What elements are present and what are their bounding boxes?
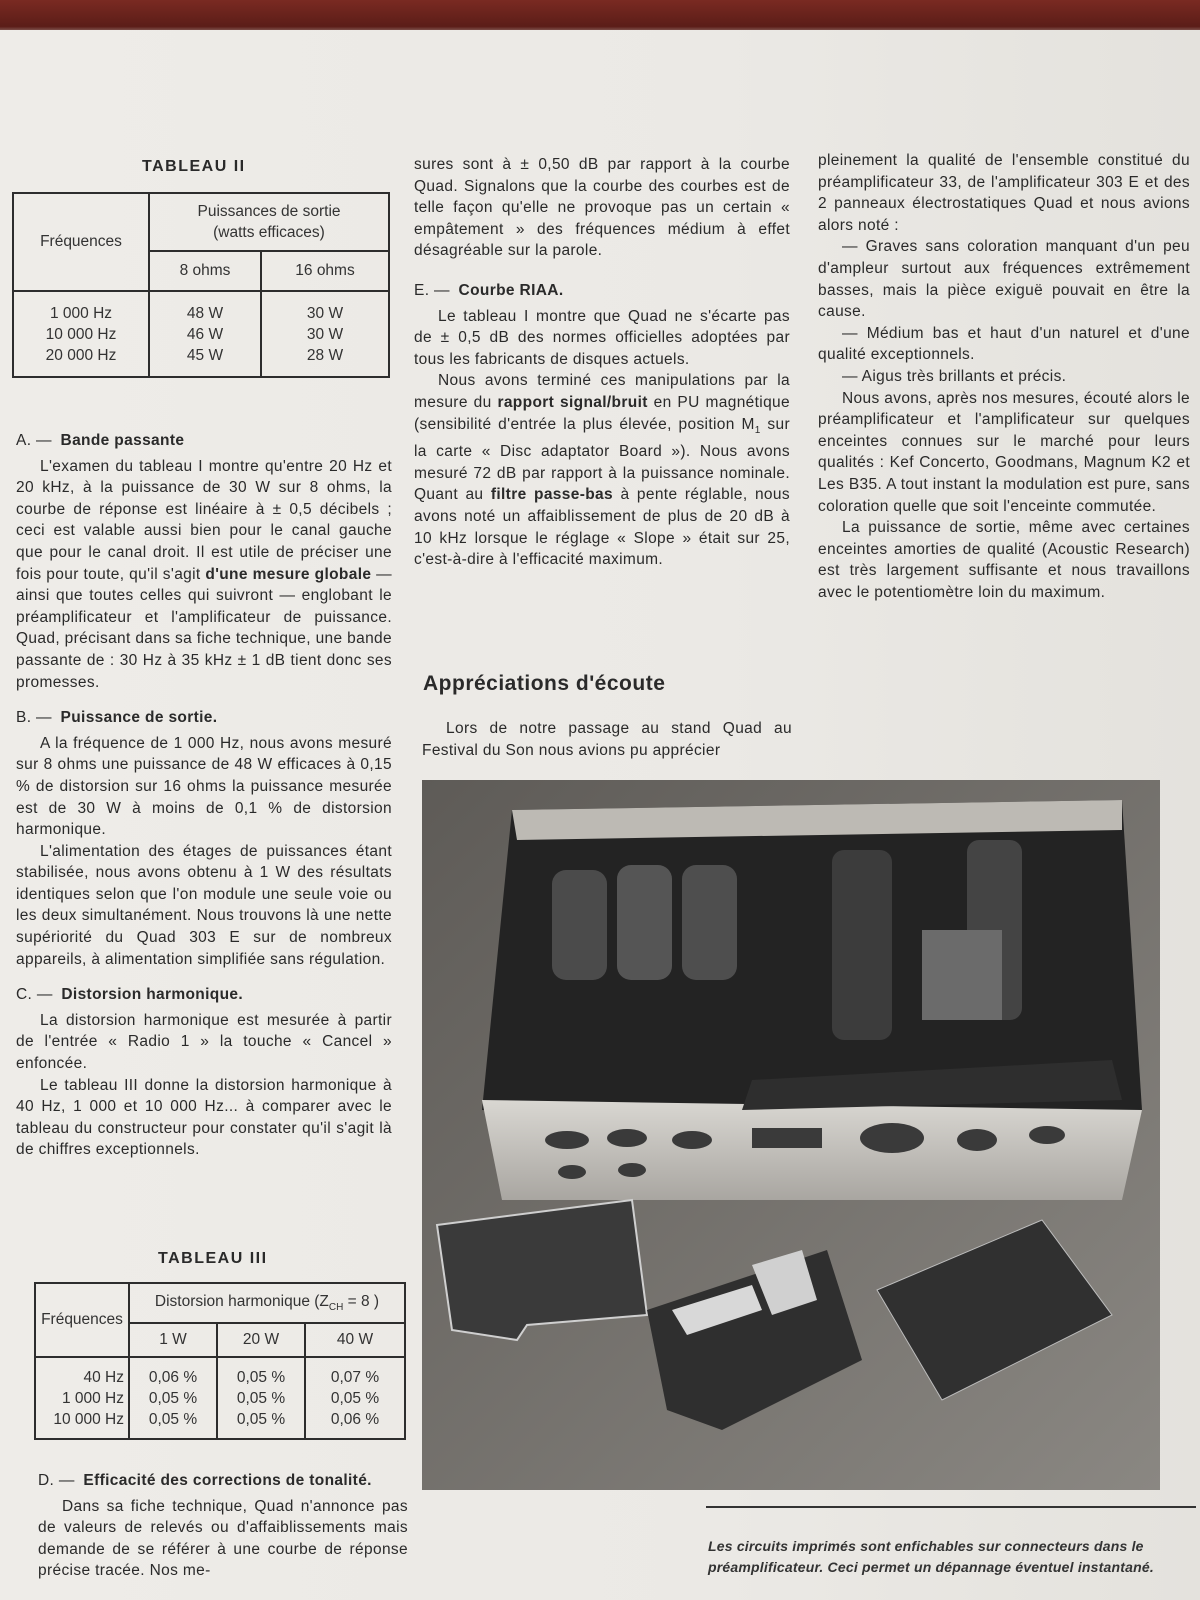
panel-hole [607, 1129, 647, 1147]
header-frequences: Fréquences [35, 1283, 129, 1357]
amplifier-photo-drawing [422, 780, 1160, 1490]
header-puissances-unit: (watts efficaces) [213, 224, 325, 241]
row-value: 30 W [306, 304, 344, 322]
paragraph: Le tableau III donne la distorsion harmonique à 40 Hz, 1 000 et 10 000 Hz... à comparer avec le tableau du constructeur pour constater qu'il s'agit là de chiffres exceptionnels. [16, 1076, 392, 1159]
column-1-lower [38, 1456, 408, 1582]
paragraph: La puissance de sortie, même avec certaines enceintes amorties de qualité (Acoustic Research) est très largement suffisante et nous travaillons avec le potentiomètre loin du maximum. [818, 519, 1190, 601]
tableau-2 [12, 192, 390, 378]
heading-letter: E. — [414, 281, 450, 299]
panel-hole [545, 1131, 589, 1149]
capacitor [617, 865, 672, 980]
text: sur la carte « Disc adaptator Board »). Nous avons mesuré 72 dB par rapport à la puissance nominale. Quant au [414, 415, 790, 504]
text: Nous avons terminé ces manipulations par la mesure du [414, 372, 790, 411]
bold-text: d'une mesure globale [205, 565, 372, 583]
paragraph: — Graves sans coloration manquant d'un peu d'ampleur surtout aux fréquences extrêmement basses, mais la pièce exiguë pouvait en être la cause. [818, 238, 1190, 321]
header-subscript: CH [328, 1302, 344, 1314]
column-2-lower [422, 718, 792, 761]
heading-title: Efficacité des corrections de tonalité. [83, 1472, 372, 1489]
heading-title: Courbe RIAA. [458, 281, 564, 299]
row-freq: 10 000 Hz [45, 325, 117, 343]
header-puissances [149, 193, 389, 251]
photo-caption: Les circuits imprimés sont enfichables sur connecteurs dans le préamplificateur. Ceci permet un dépannage éventuel instantané. [708, 1538, 1154, 1575]
paragraph: sures sont à ± 0,50 dB par rapport à la courbe Quad. Signalons que la courbe des courbes est de telle façon qu'elle ne provoque pas un certain « empâtement » des fréquences médium à effet désagréable sur la parole. [414, 156, 790, 260]
row-value: 46 W [186, 325, 224, 343]
paragraph: La distorsion harmonique est mesurée à partir de l'entrée « Radio 1 » la touche « Cancel » enfoncée. [16, 1011, 392, 1073]
text: à pente réglable, nous avons noté un affaiblissement de plus de 20 dB à 10 kHz lorsque le réglage « Slope » était sur 25, c'est-à-dire à l'efficacité maximum. [414, 486, 790, 569]
table-cell [129, 1357, 217, 1439]
row-value: 0,05 % [236, 1389, 286, 1407]
bold-text: rapport signal/bruit [497, 393, 648, 411]
chassis-front-panel [482, 1100, 1142, 1200]
heading-d [38, 1470, 408, 1492]
text: en PU magnétique (sensibilité d'entrée la plus élevée, position M [414, 393, 790, 433]
column-1-upper [16, 416, 392, 1161]
row-value: 45 W [186, 346, 224, 364]
table-cell [13, 291, 149, 377]
panel-slot [752, 1128, 822, 1148]
column-3 [818, 150, 1190, 603]
paragraph [16, 456, 392, 694]
capacitor [832, 850, 892, 1040]
text: L'examen du tableau I montre qu'entre 20 Hz et 20 kHz, à la puissance de 30 W sur 8 ohms, la courbe de réponse est linéaire à ± 0,5 décibels ; ceci est valable aussi bien pour le canal gauche que pour le canal droit. Il est utile de préciser une fois pour toute, qu'il s'agit [16, 457, 392, 583]
row-freq: 1 000 Hz [49, 304, 113, 322]
row-value: 0,05 % [236, 1410, 286, 1428]
heading-letter: C. — [16, 986, 53, 1004]
header-frequences: Fréquences [13, 193, 149, 291]
heading-letter: D. — [38, 1472, 75, 1489]
header-8-ohms: 8 ohms [149, 251, 261, 291]
tableau-3 [34, 1282, 406, 1440]
panel-hole [1029, 1126, 1065, 1144]
paragraph [414, 370, 790, 570]
row-value: 0,07 % [330, 1368, 380, 1386]
row-value: 28 W [306, 346, 344, 364]
panel-hole [558, 1165, 586, 1179]
paragraph: Nous avons, après nos mesures, écouté alors le préamplificateur et l'amplificateur sur quelques enceintes connues sur le marché pour leurs qualités : Kef Concerto, Goodmans, Magnum K2 et Les B35. A tout instant la modulation est pure, sans coloration quelle que soit l'enceinte commutée. [818, 389, 1190, 515]
header-distorsion [129, 1283, 405, 1323]
row-freq: 10 000 Hz [53, 1410, 124, 1428]
heading-b [16, 707, 392, 729]
column-2 [414, 154, 790, 571]
row-value: 48 W [186, 304, 224, 322]
heading-c [16, 984, 392, 1006]
row-value: 30 W [306, 325, 344, 343]
row-value: 0,06 % [148, 1368, 198, 1386]
heading-title: Bande passante [60, 432, 185, 449]
paragraph: Dans sa fiche technique, Quad n'annonce pas de valeurs de relevés ou d'affaiblissements mais demande de se référer à une courbe de réponse précise tracée. Nos me- [38, 1497, 408, 1580]
heading-title: Puissance de sortie. [60, 709, 218, 727]
text: — ainsi que toutes celles qui suivront — englobant le préamplificateur et l'amplificateur de puissance. Quad, précisant dans sa fiche technique, une bande passante de : 30 Hz à 35 kHz ± 1 dB tient donc ses promesses. [16, 565, 392, 691]
paragraph: — Médium bas et haut d'un naturel et d'une qualité exceptionnels. [818, 324, 1190, 364]
panel-hole [957, 1129, 997, 1151]
paragraph: — Aigus très brillants et précis. [842, 367, 1067, 385]
panel-hole [672, 1131, 712, 1149]
paragraph: pleinement la qualité de l'ensemble constitué du préamplificateur 33, de l'amplificateur 303 E et des 2 panneaux électrostatiques Quad et nous avions alors noté : [818, 152, 1190, 234]
heading-letter: B. — [16, 709, 52, 727]
row-value: 0,05 % [236, 1368, 286, 1386]
tableau-3-title: TABLEAU III [158, 1250, 268, 1267]
row-value: 0,05 % [330, 1389, 380, 1407]
table-cell [217, 1357, 305, 1439]
bold-text: filtre passe-bas [490, 486, 613, 504]
heading-title: Distorsion harmonique. [61, 986, 244, 1004]
header-40w: 40 W [305, 1323, 405, 1357]
row-value: 0,05 % [148, 1410, 198, 1428]
amplifier-photo [422, 780, 1160, 1490]
caption-rule-top [706, 1506, 1196, 1508]
row-value: 0,05 % [148, 1389, 198, 1407]
panel-hole [618, 1163, 646, 1177]
tableau-2-title: TABLEAU II [142, 158, 246, 175]
header-16-ohms: 16 ohms [261, 251, 389, 291]
paragraph: A la fréquence de 1 000 Hz, nous avons mesuré sur 8 ohms une puissance de 48 W efficaces à 0,15 % de distorsion sur 16 ohms la puissance mesurée est de 30 W à moins de 0,1 % de distorsion harmonique. [16, 734, 392, 839]
header-1w: 1 W [129, 1323, 217, 1357]
capacitor [682, 865, 737, 980]
header-puissances-label: Puissances de sortie [197, 203, 341, 220]
row-freq: 1 000 Hz [61, 1389, 124, 1407]
paragraph: L'alimentation des étages de puissances étant stabilisée, nous avons obtenu à 1 W des résultats identiques selon que l'on module une seule voie ou les deux simultanément. Nous trouvons là une nette supériorité du Quad 303 E sur de nombreux appareils, à alimentation simplifiée sans régulation. [16, 842, 392, 968]
section-title: Appréciations d'écoute [423, 672, 666, 695]
row-freq: 20 000 Hz [45, 346, 117, 364]
paragraph: Lors de notre passage au stand Quad au Festival du Son nous avions pu apprécier [422, 720, 792, 759]
heading-a [16, 430, 392, 452]
subscript: 1 [754, 424, 761, 436]
header-20w: 20 W [217, 1323, 305, 1357]
table-cell [261, 291, 389, 377]
paragraph: Le tableau I montre que Quad ne s'écarte pas de ± 0,5 dB des normes officielles adoptées par tous les fabricants de disques actuels. [414, 307, 790, 368]
table-cell [305, 1357, 405, 1439]
heading-e [414, 280, 790, 302]
heading-letter: A. — [16, 432, 52, 449]
table-cell [35, 1357, 129, 1439]
row-freq: 40 Hz [83, 1368, 124, 1386]
heatsink [922, 930, 1002, 1020]
row-value: 0,06 % [330, 1410, 380, 1428]
table-cell [149, 291, 261, 377]
header-text: = 8 ) [343, 1292, 380, 1310]
capacitor [552, 870, 607, 980]
panel-hole [860, 1123, 924, 1153]
header-text: Distorsion harmonique (Z [154, 1292, 329, 1310]
